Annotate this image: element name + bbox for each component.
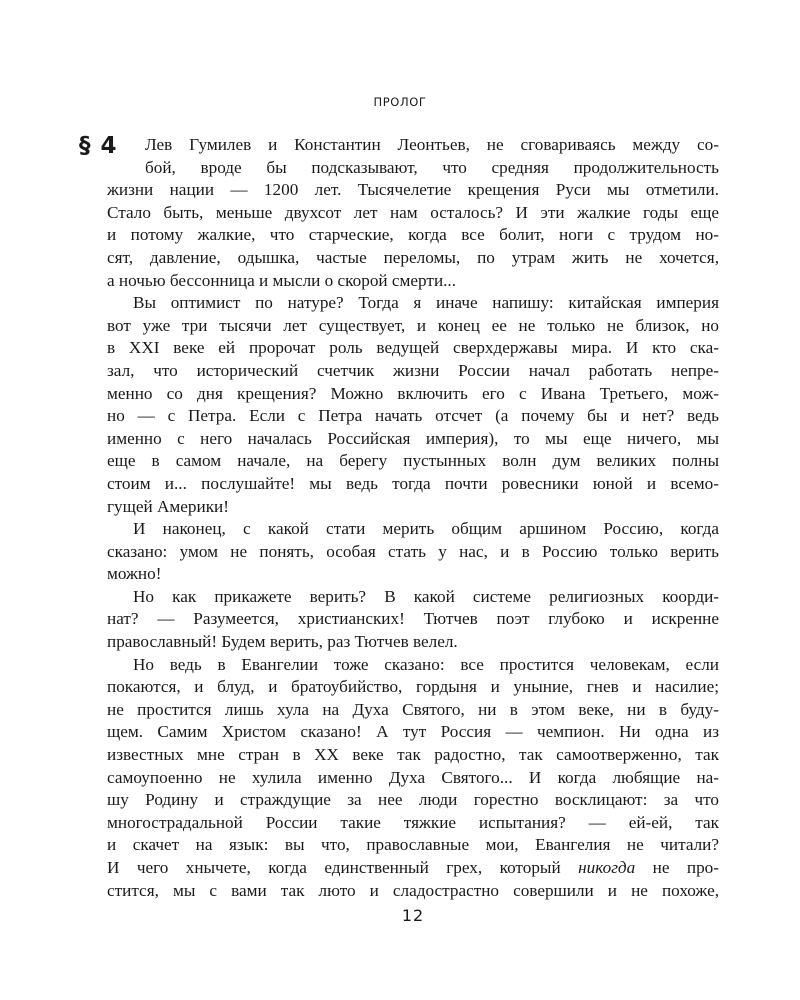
text-line: Стало быть, меньше двухсот лет нам осталось? И эти жалкие годы еще [107, 202, 719, 222]
text-line: известных мне стран в XX веке так радостно, так самоотверженно, так [107, 745, 719, 765]
text-line: шу Родину и страждущие за нее люди горестно восклицают: за что [107, 790, 719, 810]
text-line: многострадальной России такие тяжкие испытания? — ей-ей, так [107, 812, 719, 832]
text-line: гущей Америки! [107, 496, 229, 516]
text-line: самоупоенно не хулила именно Духа Святого... И когда любящие на- [107, 767, 719, 787]
section-number: § 4 [79, 133, 118, 159]
text-line: стится, мы с вами так люто и сладострастно совершили и не похоже, [107, 880, 719, 900]
text-line: жизни нации — 1200 лет. Тысячелетие крещения Руси мы отметили. [107, 180, 719, 200]
text-line: щем. Самим Христом сказано! А тут Россия — чемпион. Ни одна из [107, 722, 719, 742]
text-line: И наконец, с какой стати мерить общим аршином Россию, когда [133, 519, 719, 539]
text-line: православный! Будем верить, раз Тютчев велел. [107, 632, 458, 652]
page-number: 12 [401, 906, 425, 925]
text-line: менно со дня крещения? Можно включить его с Ивана Третьего, мож- [107, 383, 719, 403]
text-line: Вы оптимист по натуре? Тогда я иначе напишу: китайская империя [133, 293, 719, 313]
text-line: стоим и... послушайте! мы ведь тогда почти ровесники юной и всемо- [107, 473, 719, 493]
text-line: зал, что исторический счетчик жизни России начал работать непре- [107, 360, 719, 380]
text-line: и потому жалкие, что старческие, когда все болит, ноги с трудом но- [107, 225, 719, 245]
text-line: покаются, и блуд, и братоубийство, гордыня и уныние, гнев и насилие; [107, 677, 719, 697]
text-line: нат? — Разумеется, христианских! Тютчев поэт глубоко и искренне [107, 609, 719, 629]
text-line: бой, вроде бы подсказывают, что средняя продолжительность [145, 157, 719, 177]
text-line: сказано: умом не понять, особая стать у нас, и в Россию только верить [107, 541, 719, 561]
text-line: в XXI веке ей пророчат роль ведущей сверхдержавы мира. И кто ска- [107, 338, 719, 358]
text-line: можно! [107, 564, 162, 584]
text-line-with-emphasis [107, 857, 719, 880]
text-line: вот уже три тысячи лет существует, и конец ее не только не близок, но [107, 315, 719, 335]
text-line: Лев Гумилев и Константин Леонтьев, не сговариваясь между со- [145, 135, 719, 154]
text-line: сят, давление, одышка, частые переломы, по утрам жить не хочется, [107, 247, 719, 267]
text-line: Но ведь в Евангелии тоже сказано: все простится человекам, если [133, 654, 719, 674]
emphasized-word: никогда [578, 858, 636, 877]
text-segment: И чего хнычете, когда единственный грех, который [107, 858, 579, 877]
text-line: Но как прикажете верить? В какой системе религиозных коорди- [133, 586, 719, 606]
text-line: именно с него началась Российская империя), то мы еще ничего, мы [107, 428, 719, 448]
text-line: еще в самом начале, на берегу пустынных волн дум великих полны [107, 451, 719, 471]
body-text [107, 134, 719, 902]
text-segment: не про- [635, 858, 719, 877]
running-header: ПРОЛОГ [373, 95, 427, 109]
text-line: и скачет на язык: вы что, православные мои, Евангелия не читали? [107, 835, 719, 855]
text-line: но — с Петра. Если с Петра начать отсчет (а почему бы и нет? ведь [107, 406, 719, 426]
text-line: не простится лишь хула на Духа Святого, ни в этом веке, ни в буду- [107, 699, 719, 719]
text-line: а ночью бессонница и мысли о скорой смерти... [107, 270, 457, 290]
